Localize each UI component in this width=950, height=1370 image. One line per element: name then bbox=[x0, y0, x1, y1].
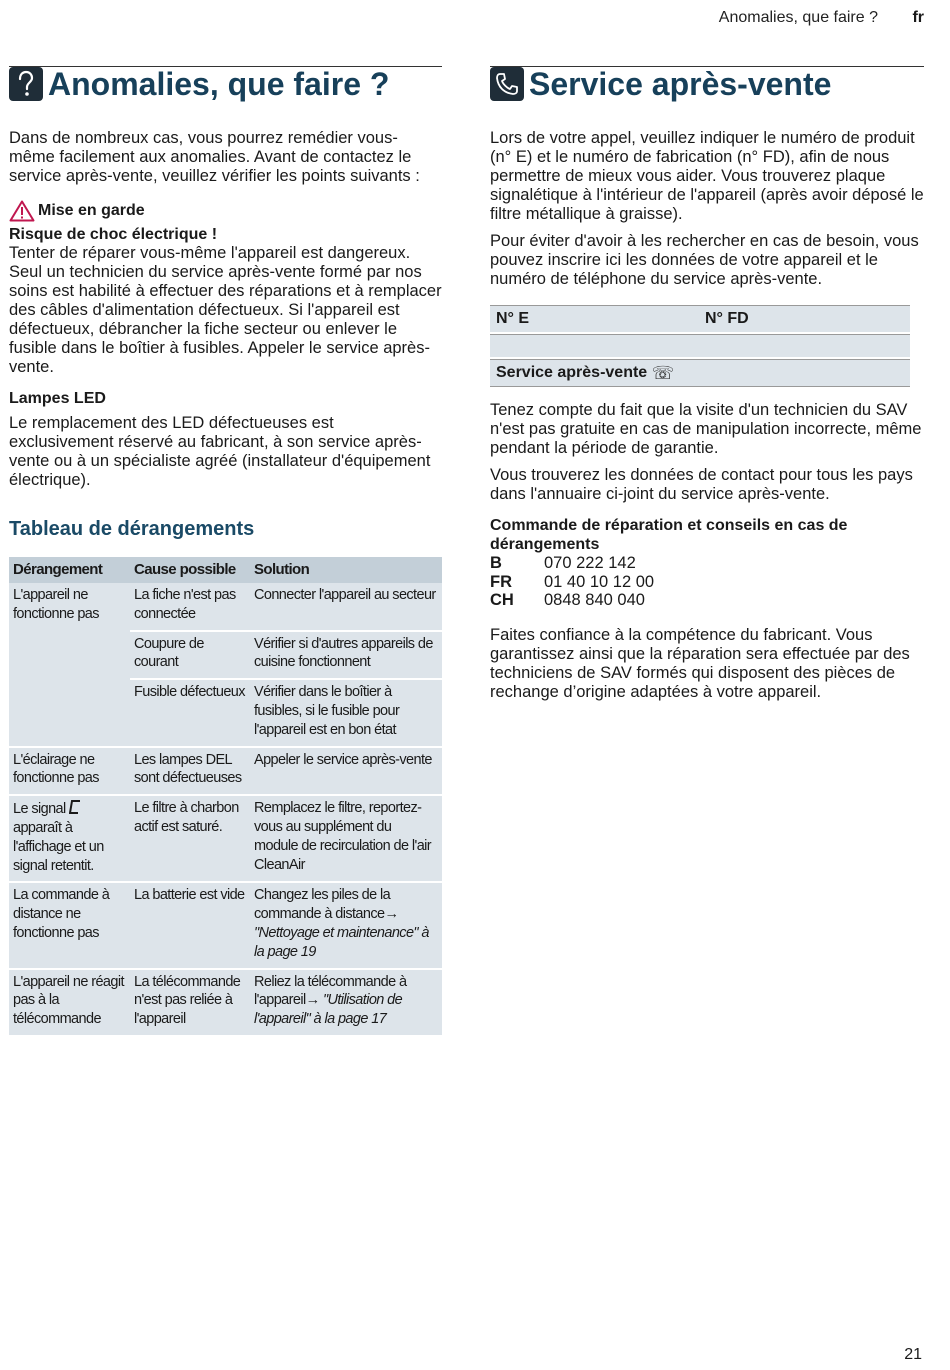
data-entry-row bbox=[490, 334, 910, 357]
table-cell-cause: Le filtre à charbon actif est saturé. bbox=[130, 795, 250, 882]
page-number: 21 bbox=[904, 1346, 922, 1363]
table-cell-fault bbox=[9, 795, 130, 882]
table-row bbox=[9, 747, 442, 796]
filter-saturation-signal-icon bbox=[69, 799, 81, 815]
table-cell-fault: L'éclairage ne fonctionne pas bbox=[9, 747, 130, 796]
cross-reference-link[interactable]: "Nettoyage et maintenance" à la page 19 bbox=[254, 924, 429, 960]
contact-country: CH bbox=[490, 591, 514, 609]
contact-country: B bbox=[490, 554, 502, 572]
contact-phone: 01 40 10 12 00 bbox=[544, 572, 655, 591]
contact-heading: Commande de réparation et conseils en cas de dérangements bbox=[490, 517, 848, 553]
table-cell-cause: Coupure de courant bbox=[130, 631, 250, 680]
table-row bbox=[9, 583, 442, 631]
table-header-fault: Dérangement bbox=[9, 557, 130, 583]
service-phone-row bbox=[490, 359, 910, 387]
intro-paragraph: Dans de nombreux cas, vous pourrez remédier vous-même facilement aux anomalies. Avant de contactez le service après-vente, veuillez vérifier les points suivants : bbox=[9, 129, 420, 185]
fault-text-end: apparaît à l'affichage et un signal retentit. bbox=[13, 819, 104, 874]
service-title: Service après-vente bbox=[529, 66, 832, 102]
product-number-row bbox=[490, 305, 910, 332]
list-item bbox=[490, 554, 924, 573]
arrow-icon: → bbox=[384, 906, 399, 923]
table-cell-fault: L'appareil ne fonctionne pas bbox=[9, 583, 130, 747]
phone-icon bbox=[490, 67, 524, 101]
table-cell-solution: Appeler le service après-vente bbox=[250, 747, 442, 796]
cross-reference-link[interactable]: "Utilisation de l'appareil" à la page 17 bbox=[254, 992, 403, 1028]
service-paragraph-5: Faites confiance à la compétence du fabricant. Vous garantissez ainsi que la réparation sera effectuée par des techniciens de SAV formés qui disposent des pièces de rechange d’origine adaptées à votre appareil. bbox=[490, 625, 910, 701]
service-paragraph-2: Pour éviter d'avoir à les rechercher en cas de besoin, vous pouvez inscrire ici les données de votre appareil et le numéro de téléphone du service après-vente. bbox=[490, 232, 919, 288]
table-cell-solution bbox=[250, 969, 442, 1036]
table-cell-cause: La fiche n'est pas connectée bbox=[130, 583, 250, 631]
telephone-icon: ☏ bbox=[651, 362, 675, 383]
right-column bbox=[490, 66, 924, 702]
service-phone-label: Service après-vente bbox=[496, 364, 648, 381]
header-language: fr bbox=[912, 9, 924, 26]
table-heading: Tableau de dérangements bbox=[9, 518, 255, 540]
table-row bbox=[9, 969, 442, 1036]
table-row bbox=[9, 882, 442, 968]
table-cell-fault: La commande à distance ne fonctionne pas bbox=[9, 882, 130, 968]
warning-subtitle: Risque de choc électrique ! bbox=[9, 226, 218, 243]
table-cell-solution: Vérifier dans le boîtier à fusibles, si le fusible pour l'appareil est en bon état bbox=[250, 679, 442, 746]
table-cell-fault: L'appareil ne réagit pas à la télécommande bbox=[9, 969, 130, 1036]
section-heading-service bbox=[490, 66, 924, 113]
service-paragraph-4: Vous trouverez les données de contact pour tous les pays dans l'annuaire ci-joint du service après-vente. bbox=[490, 466, 913, 503]
table-cell-solution: Remplacez le filtre, reportez-vous au supplément du module de recirculation de l'air CleanAir bbox=[250, 795, 442, 882]
contact-country: FR bbox=[490, 572, 512, 591]
product-number-label: N° E bbox=[496, 310, 530, 327]
page-title: Anomalies, que faire ? bbox=[48, 66, 390, 102]
solution-text: Changez les piles de la commande à distance bbox=[254, 887, 391, 923]
list-item bbox=[490, 573, 924, 592]
table-cell-cause: Fusible défectueux bbox=[130, 679, 250, 746]
fabrication-number-label: N° FD bbox=[705, 310, 749, 327]
header-section-title: Anomalies, que faire ? bbox=[718, 9, 878, 26]
table-cell-cause: La télécommande n'est pas reliée à l'appareil bbox=[130, 969, 250, 1036]
page-header bbox=[0, 9, 950, 29]
warning-title: Mise en garde bbox=[38, 202, 145, 219]
contact-phone: 0848 840 040 bbox=[544, 591, 645, 609]
table-cell-cause: Les lampes DEL sont défectueuses bbox=[130, 747, 250, 796]
table-cell-solution: Connecter l'appareil au secteur bbox=[250, 583, 442, 631]
list-item bbox=[490, 591, 924, 610]
contact-list bbox=[490, 554, 924, 610]
fault-text-start: Le signal bbox=[13, 801, 66, 818]
appliance-data-box bbox=[490, 305, 910, 387]
service-paragraph-3: Tenez compte du fait que la visite d'un technicien du SAV n'est pas gratuite en cas de manipulation incorrecte, même pendant la période de garantie. bbox=[490, 401, 922, 457]
table-row bbox=[9, 795, 442, 882]
table-cell-solution bbox=[250, 882, 442, 968]
table-cell-cause: La batterie est vide bbox=[130, 882, 250, 968]
led-text: Le remplacement des LED défectueuses est exclusivement réservé au fabricant, à son service après-vente ou à un spécialiste agréé (installateur d'équipement électrique). bbox=[9, 414, 431, 489]
warning-text: Tenter de réparer vous-même l'appareil est dangereux. Seul un technicien du service après-vente formé par nos soins est habilité à effectuer des réparations et à remplacer des câbles d'alimentation défectueux. Si l'appareil est défectueux, débrancher la fiche secteur ou enlever le fusible dans le boîtier à fusibles. Appeler le service après-vente. bbox=[9, 244, 442, 376]
table-header-solution: Solution bbox=[250, 557, 442, 583]
service-paragraph-1: Lors de votre appel, veuillez indiquer le numéro de produit (n° E) et le numéro de fabrication (n° FD), afin de nous permettre de mieux vous aider. Vous trouverez plaque signalétique à l'intérieur de l'appareil (après avoir déposé le filtre métallique à graisse). bbox=[490, 129, 924, 223]
arrow-icon: → bbox=[305, 992, 320, 1009]
trouble-table bbox=[9, 557, 442, 1037]
left-column bbox=[9, 66, 442, 1037]
warning-heading bbox=[9, 200, 442, 222]
warning-icon bbox=[9, 200, 35, 222]
table-header-cause: Cause possible bbox=[130, 557, 250, 583]
contact-phone: 070 222 142 bbox=[544, 554, 636, 572]
led-heading: Lampes LED bbox=[9, 390, 106, 407]
section-heading-anomalies bbox=[9, 66, 442, 113]
table-cell-solution: Vérifier si d'autres appareils de cuisine fonctionnent bbox=[250, 631, 442, 680]
solution-text: Reliez la télécommande à l'appareil bbox=[254, 973, 407, 1009]
question-icon bbox=[9, 67, 43, 101]
